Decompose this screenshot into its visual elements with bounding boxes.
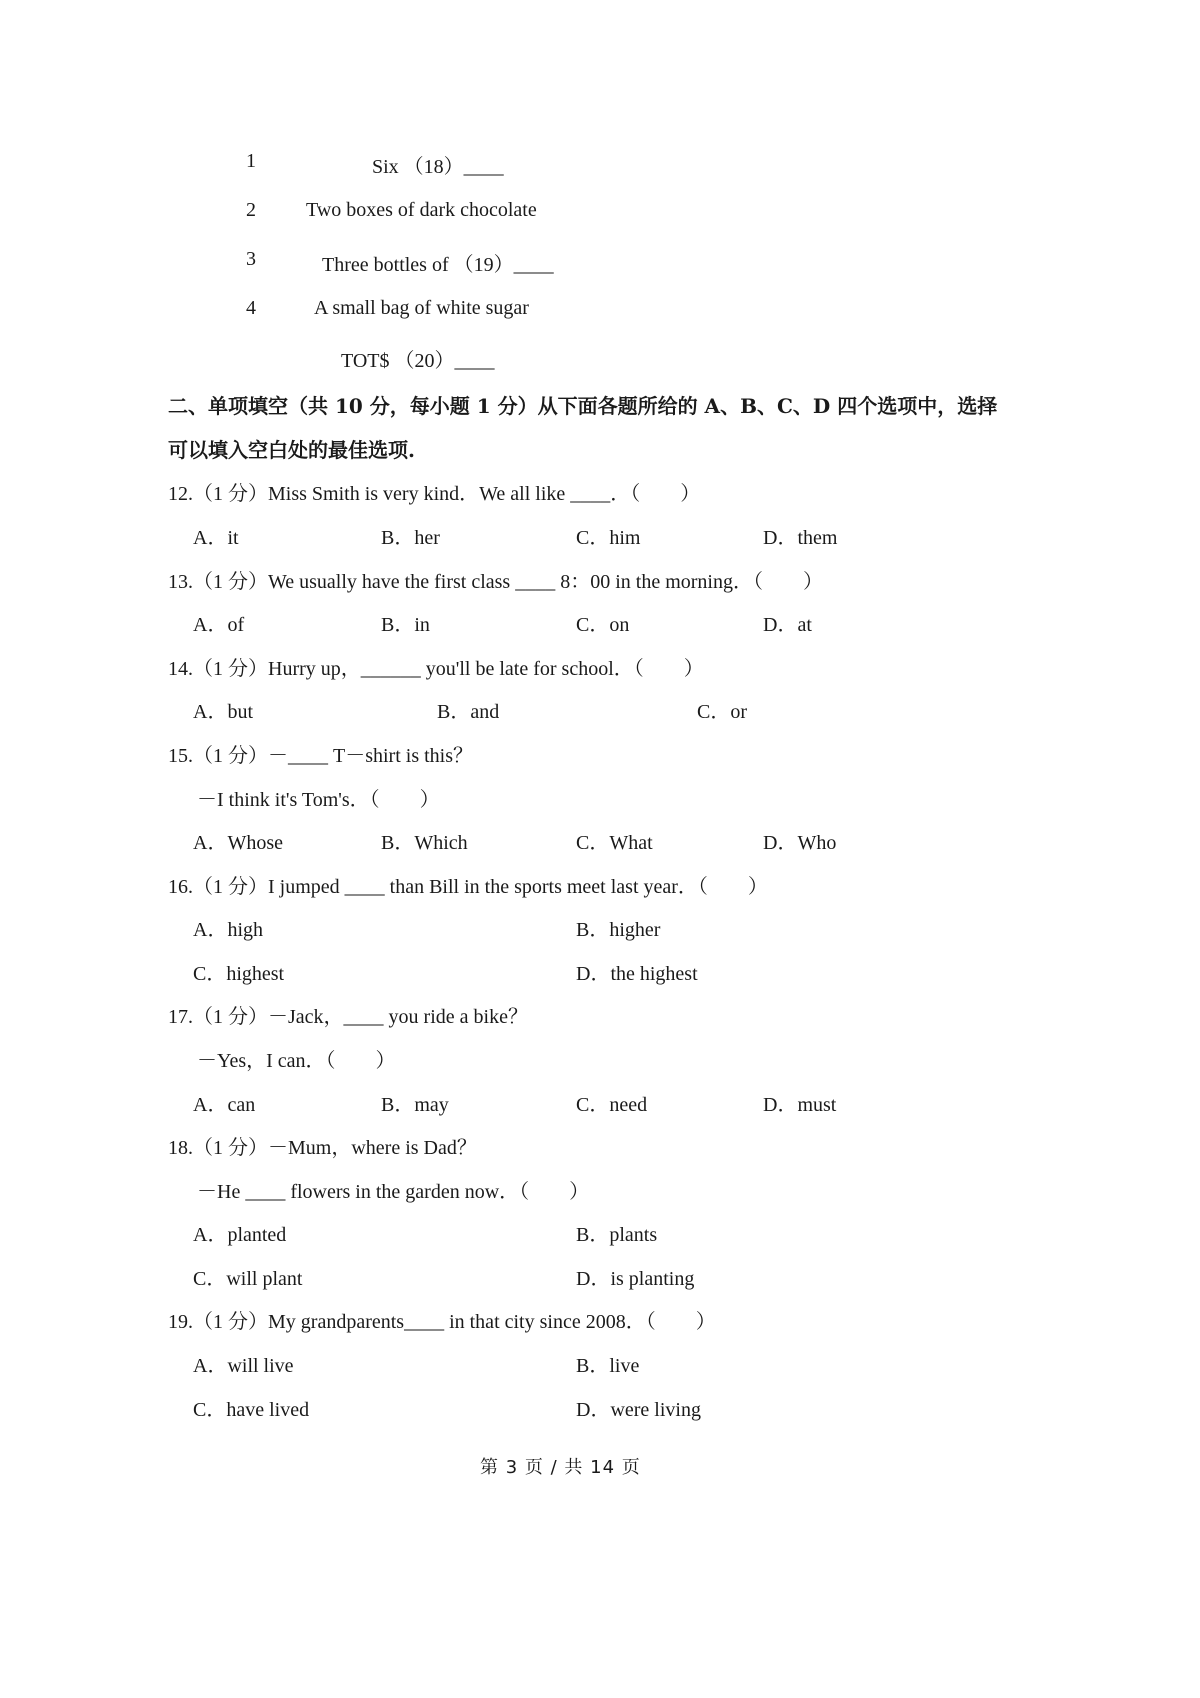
question-stem-reply: －I think it's Tom's．（ ）	[197, 789, 440, 811]
option-a: A．of	[193, 614, 245, 636]
option-b: B．live	[576, 1355, 640, 1377]
option-c: C．What	[576, 832, 653, 854]
table-row-num: 3	[246, 248, 256, 270]
question-stem: 14.（1 分）Hurry up，______ you'll be late for school．（ ）	[168, 658, 704, 680]
question-stem: 15.（1 分）－____ T－shirt is this？	[168, 745, 474, 767]
section-heading-line2: 可以填入空白处的最佳选项.	[168, 438, 415, 462]
option-c: C．on	[576, 614, 630, 636]
option-a: A．it	[193, 527, 239, 549]
table-total: TOT$ （20）____	[341, 350, 495, 372]
option-b: B．her	[381, 527, 440, 549]
option-d: D．them	[763, 527, 838, 549]
option-c: C．highest	[193, 963, 285, 985]
table-row-text: Two boxes of dark chocolate	[306, 199, 537, 221]
option-b: B．and	[437, 701, 500, 723]
option-b: B．plants	[576, 1224, 658, 1246]
question-stem: 12.（1 分）Miss Smith is very kind．We all like ____．（ ）	[168, 483, 701, 505]
option-d: D．must	[763, 1094, 837, 1116]
question-stem: 19.（1 分）My grandparents____ in that city since 2008．（ ）	[168, 1311, 716, 1333]
question-stem: 18.（1 分）－Mum，where is Dad？	[168, 1137, 477, 1159]
option-d: D．the highest	[576, 963, 698, 985]
table-row-num: 1	[246, 150, 256, 172]
option-b: B．in	[381, 614, 430, 636]
option-a: A．but	[193, 701, 253, 723]
option-b: B．Which	[381, 832, 468, 854]
option-c: C．him	[576, 527, 641, 549]
option-d: D．were living	[576, 1399, 701, 1421]
option-d: D．Who	[763, 832, 837, 854]
question-stem: 16.（1 分）I jumped ____ than Bill in the sports meet last year．（ ）	[168, 876, 768, 898]
option-c: C．have lived	[193, 1399, 310, 1421]
option-a: A．Whose	[193, 832, 283, 854]
option-a: A．planted	[193, 1224, 287, 1246]
question-stem: 17.（1 分）－Jack，____ you ride a bike？	[168, 1006, 528, 1028]
option-a: A．can	[193, 1094, 256, 1116]
question-stem-reply: －Yes，I can．（ ）	[197, 1050, 396, 1072]
option-d: D．at	[763, 614, 812, 636]
table-row-num: 4	[246, 297, 256, 319]
option-a: A．high	[193, 919, 263, 941]
option-d: D．is planting	[576, 1268, 695, 1290]
option-a: A．will live	[193, 1355, 294, 1377]
option-c: C．need	[576, 1094, 648, 1116]
section-heading-line1: 二、单项填空（共 10 分，每小题 1 分）从下面各题所给的 A、B、C、D 四个选项中，选择	[168, 394, 998, 418]
option-c: C．or	[697, 701, 747, 723]
question-stem: 13.（1 分）We usually have the first class ____ 8：00 in the morning．（ ）	[168, 571, 823, 593]
table-row-num: 2	[246, 199, 256, 221]
table-row-text: Six （18）____	[372, 156, 504, 178]
page-footer: 第 3 页 / 共 14 页	[480, 1457, 641, 1478]
table-row-text: Three bottles of （19）____	[322, 254, 554, 276]
question-stem-reply: －He ____ flowers in the garden now．（ ）	[197, 1181, 590, 1203]
option-b: B．may	[381, 1094, 449, 1116]
table-row-text: A small bag of white sugar	[314, 297, 529, 319]
option-b: B．higher	[576, 919, 661, 941]
option-c: C．will plant	[193, 1268, 303, 1290]
